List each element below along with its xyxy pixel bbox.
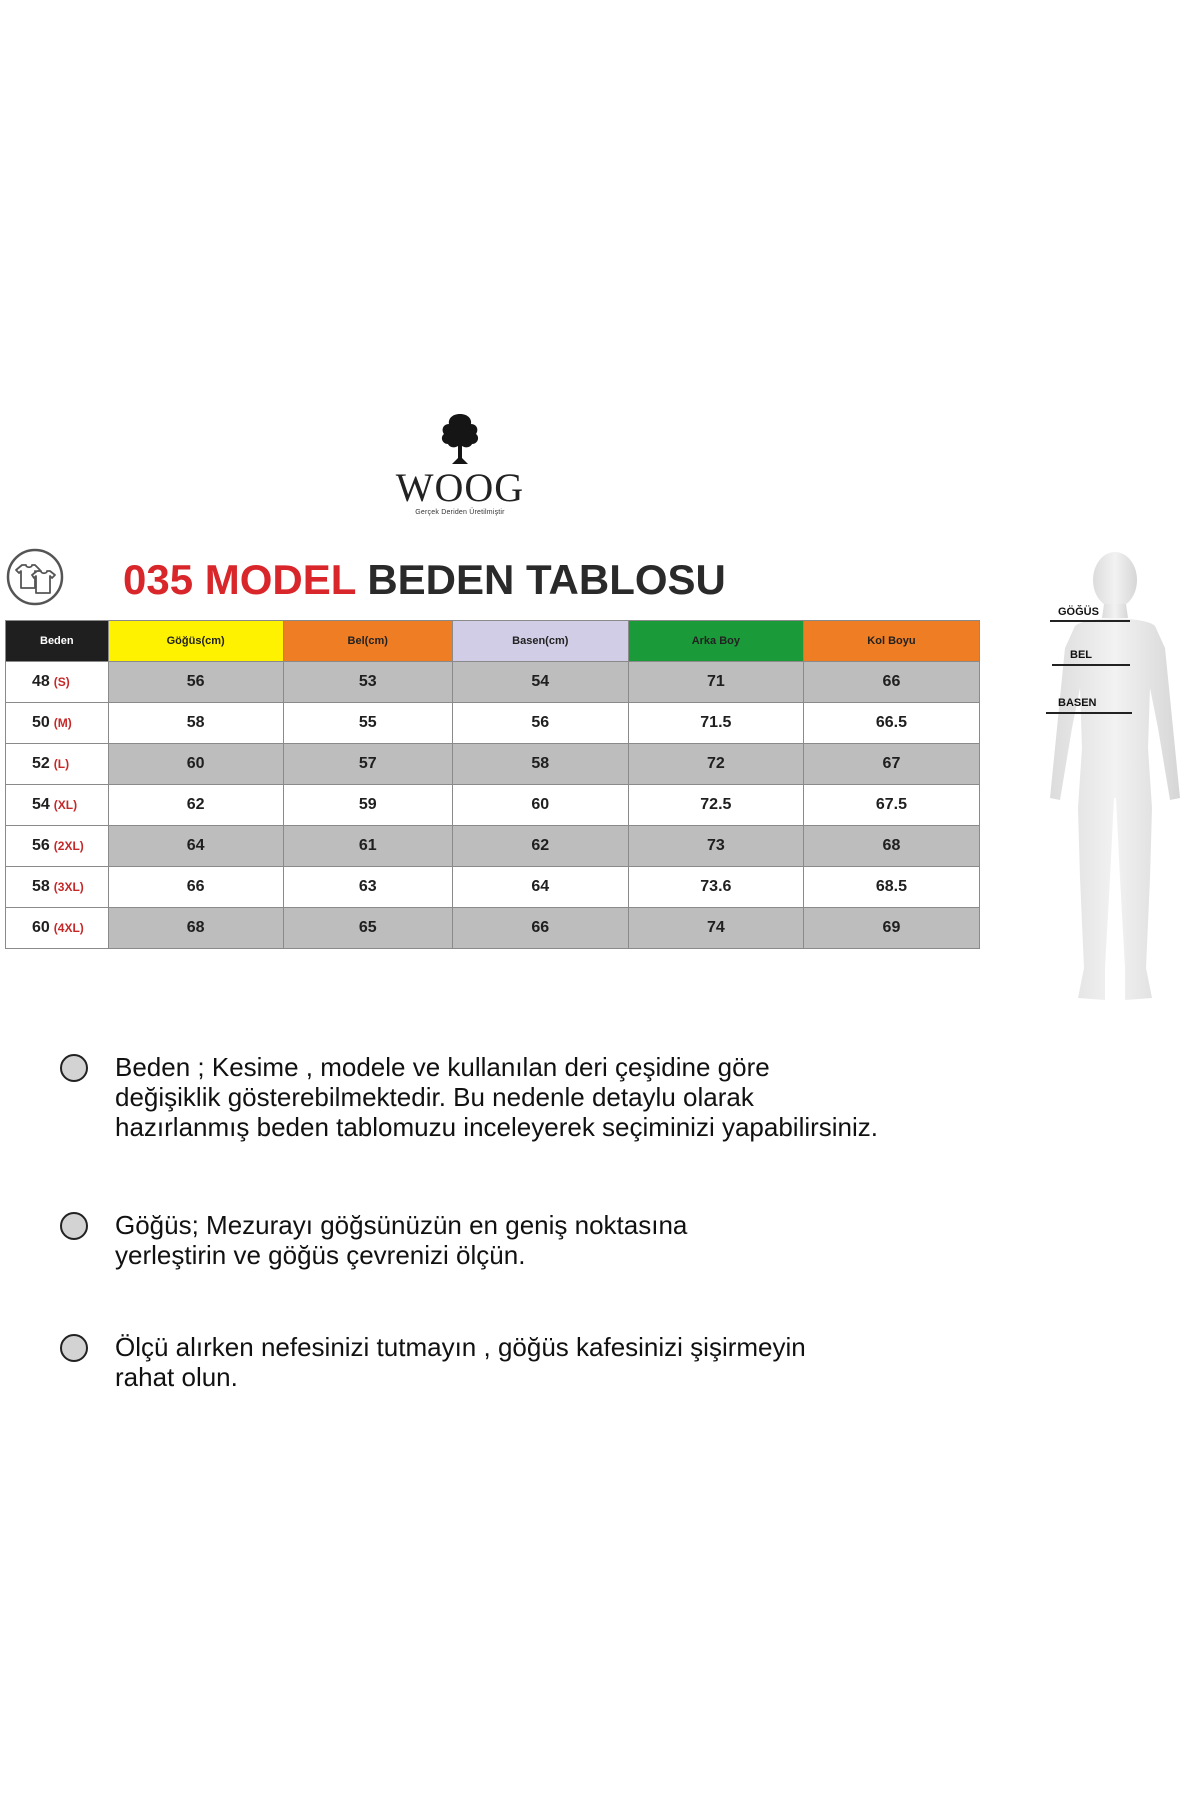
measurement-cell: 59	[283, 785, 452, 826]
figure-line-gogus	[1050, 620, 1130, 622]
measurement-cell: 68	[803, 826, 979, 867]
table-body	[6, 662, 980, 949]
measurement-cell: 66	[803, 662, 979, 703]
measurement-cell: 56	[108, 662, 283, 703]
size-letter: (S)	[53, 675, 70, 689]
measurement-cell: 71.5	[628, 703, 803, 744]
table-row	[6, 744, 980, 785]
brand-tagline: Gerçek Deriden Üretilmiştir	[415, 509, 505, 516]
size-letter: (2XL)	[53, 839, 84, 853]
size-letter: (XL)	[53, 798, 78, 812]
size-number: 48	[32, 673, 50, 690]
figure-line-bel	[1052, 664, 1130, 666]
shirt-icon	[6, 548, 64, 606]
tree-icon	[438, 412, 482, 466]
size-table	[5, 620, 980, 949]
brand-logo	[395, 412, 525, 516]
measurement-cell: 66.5	[803, 703, 979, 744]
measurement-cell: 67	[803, 744, 979, 785]
measurement-cell: 74	[628, 908, 803, 949]
measurement-cell: 71	[628, 662, 803, 703]
table-row	[6, 826, 980, 867]
measurement-cell: 55	[283, 703, 452, 744]
note-item	[60, 1052, 1060, 1142]
size-cell	[6, 785, 109, 826]
measurement-cell: 72.5	[628, 785, 803, 826]
notes-list	[60, 1052, 1060, 1392]
measurement-cell: 62	[452, 826, 628, 867]
measurement-cell: 68	[108, 908, 283, 949]
body-figure	[1030, 548, 1200, 1008]
note-item	[60, 1332, 1060, 1392]
measurement-cell: 62	[108, 785, 283, 826]
size-number: 58	[32, 878, 50, 895]
note-text: Ölçü alırken nefesinizi tutmayın , göğüs kafesinizi şişirmeyin rahat olun.	[115, 1332, 806, 1392]
size-cell	[6, 703, 109, 744]
size-number: 52	[32, 755, 50, 772]
note-item	[60, 1210, 1060, 1270]
header-beden: Beden	[6, 621, 109, 662]
figure-label-basen: BASEN	[1058, 697, 1097, 709]
measurement-cell: 54	[452, 662, 628, 703]
measurement-cell: 66	[108, 867, 283, 908]
table-row	[6, 662, 980, 703]
body-silhouette-icon	[1030, 548, 1200, 1008]
size-cell	[6, 662, 109, 703]
size-cell	[6, 908, 109, 949]
measurement-cell: 63	[283, 867, 452, 908]
size-number: 54	[32, 796, 50, 813]
measurement-cell: 60	[108, 744, 283, 785]
size-letter: (M)	[53, 716, 72, 730]
size-letter: (L)	[53, 757, 70, 771]
header-gogus: Göğüs(cm)	[108, 621, 283, 662]
size-number: 50	[32, 714, 50, 731]
measurement-cell: 65	[283, 908, 452, 949]
title-model: 035 MODEL	[123, 556, 356, 603]
header-arka-boy: Arka Boy	[628, 621, 803, 662]
figure-label-gogus: GÖĞÜS	[1058, 606, 1099, 618]
measurement-cell: 58	[452, 744, 628, 785]
size-letter: (4XL)	[53, 921, 84, 935]
measurement-cell: 72	[628, 744, 803, 785]
measurement-cell: 58	[108, 703, 283, 744]
size-cell	[6, 867, 109, 908]
brand-name: WOOG	[395, 465, 525, 510]
measurement-cell: 57	[283, 744, 452, 785]
measurement-cell: 61	[283, 826, 452, 867]
figure-label-bel: BEL	[1070, 649, 1092, 661]
page-title	[123, 555, 726, 605]
measurement-cell: 53	[283, 662, 452, 703]
circle-bullet-icon	[60, 1212, 88, 1240]
measurement-cell: 67.5	[803, 785, 979, 826]
size-letter: (3XL)	[53, 880, 84, 894]
note-text: Göğüs; Mezurayı göğsünüzün en geniş noktasına yerleştirin ve göğüs çevrenizi ölçün.	[115, 1210, 688, 1270]
measurement-cell: 69	[803, 908, 979, 949]
table-row	[6, 703, 980, 744]
measurement-cell: 64	[108, 826, 283, 867]
measurement-cell: 64	[452, 867, 628, 908]
table-row	[6, 908, 980, 949]
title-beden-tablosu: BEDEN TABLOSU	[367, 556, 726, 603]
figure-line-basen	[1046, 712, 1132, 714]
measurement-cell: 56	[452, 703, 628, 744]
size-cell	[6, 826, 109, 867]
note-text: Beden ; Kesime , modele ve kullanılan deri çeşidine göre değişiklik gösterebilmektedir. Bu nedenle detaylu olarak hazırlanmış beden tablomuzu inceleyerek seçiminizi yapabilirsiniz.	[115, 1052, 879, 1142]
size-number: 60	[32, 919, 50, 936]
header-bel: Bel(cm)	[283, 621, 452, 662]
measurement-cell: 60	[452, 785, 628, 826]
circle-bullet-icon	[60, 1334, 88, 1362]
size-number: 56	[32, 837, 50, 854]
circle-bullet-icon	[60, 1054, 88, 1082]
size-cell	[6, 744, 109, 785]
table-row	[6, 785, 980, 826]
measurement-cell: 73.6	[628, 867, 803, 908]
measurement-cell: 68.5	[803, 867, 979, 908]
header-basen: Basen(cm)	[452, 621, 628, 662]
measurement-cell: 73	[628, 826, 803, 867]
measurement-cell: 66	[452, 908, 628, 949]
table-row	[6, 867, 980, 908]
table-header-row	[6, 621, 980, 662]
header-kol-boyu: Kol Boyu	[803, 621, 979, 662]
